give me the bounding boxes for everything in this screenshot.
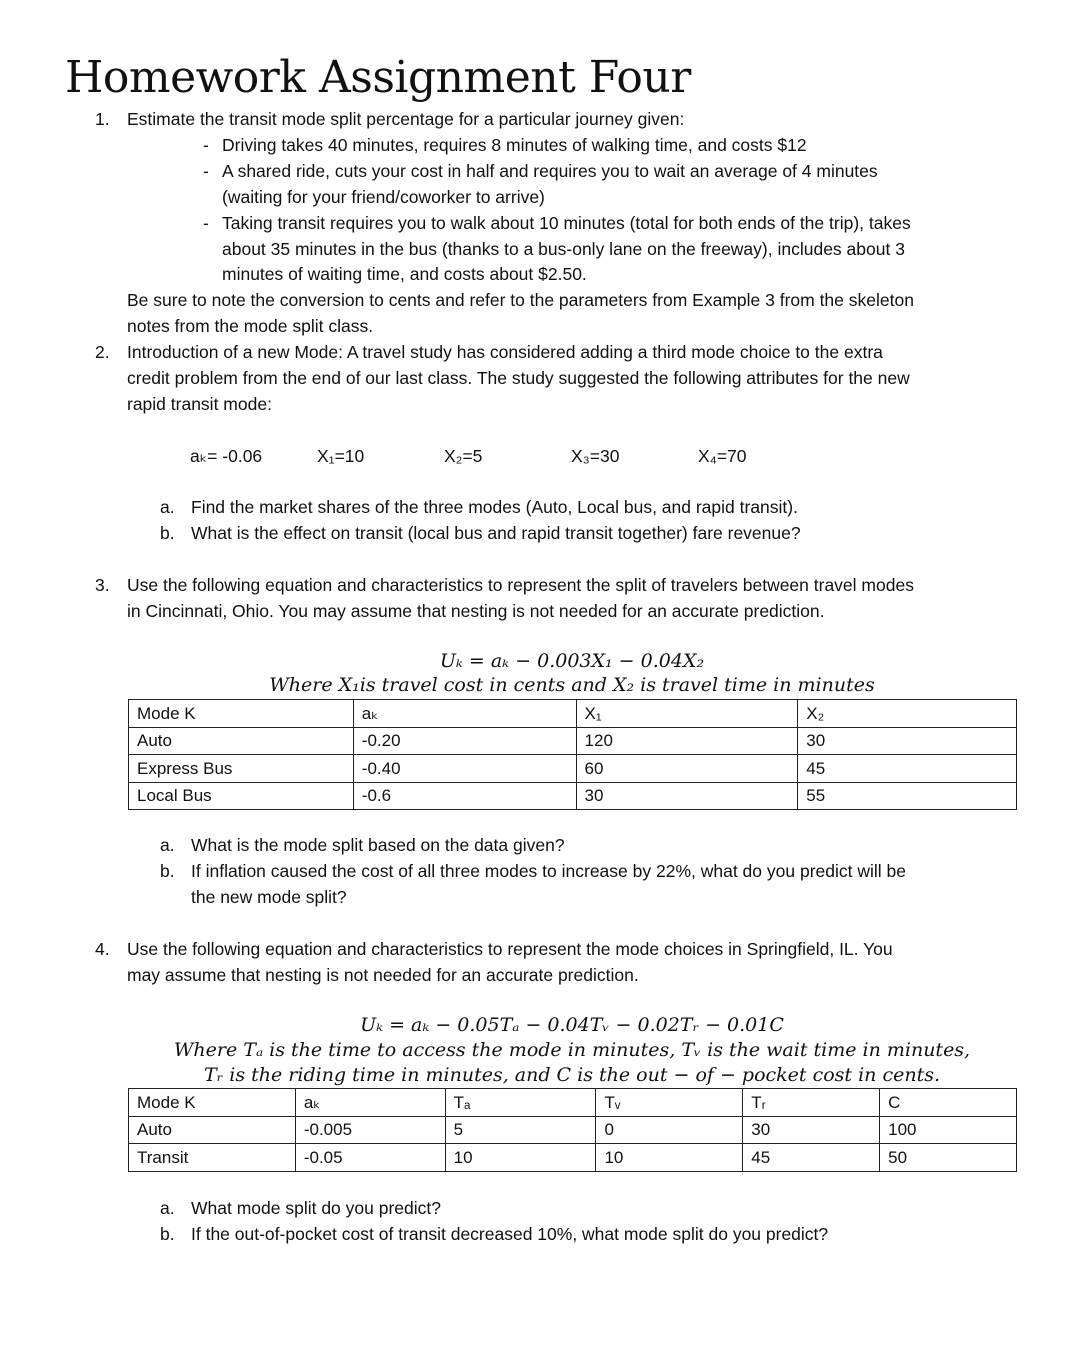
bullet-text: Driving takes 40 minutes, requires 8 minutes of walking time, and costs $12: [222, 135, 807, 155]
question-text: credit problem from the end of our last class. The study suggested the following attributes for the new: [127, 368, 910, 388]
bullet-text: minutes of waiting time, and costs about $2.50.: [222, 264, 587, 284]
bullet-text: (waiting for your friend/coworker to arrive): [222, 187, 545, 207]
table-cell: 30: [576, 782, 798, 810]
question-text: may assume that nesting is not needed for an accurate prediction.: [127, 965, 639, 985]
equation-definition: Where Tₐ is the time to access the mode in minutes, Tᵥ is the wait time in minutes,: [173, 1039, 971, 1061]
table-cell: Local Bus: [129, 782, 354, 810]
table-cell: -0.20: [353, 727, 576, 755]
table-cell: -0.6: [353, 782, 576, 810]
table-cell: 120: [576, 727, 798, 755]
bullet-dash: -: [203, 135, 209, 155]
table-row: [129, 782, 1017, 810]
table-cell: 10: [445, 1144, 596, 1172]
utility-equation: Uₖ = aₖ − 0.003X₁ − 0.04X₂: [439, 650, 705, 672]
table-cell: 30: [743, 1116, 880, 1144]
table-row: [129, 1116, 1017, 1144]
mode-table: [128, 1088, 1017, 1172]
table-cell: Transit: [129, 1144, 296, 1172]
question-text: Introduction of a new Mode: A travel study has considered adding a third mode choice to the extra: [127, 342, 883, 362]
sub-question-label: b.: [160, 1224, 175, 1244]
page-title: Homework Assignment Four: [65, 52, 691, 103]
param-x4: X₄=70: [698, 446, 747, 466]
sub-question-text: the new mode split?: [191, 887, 347, 907]
table-header: aₖ: [295, 1089, 445, 1117]
sub-question-label: b.: [160, 861, 175, 881]
sub-question-label: b.: [160, 523, 175, 543]
table-row: [129, 727, 1017, 755]
equation-definition: Tᵣ is the riding time in minutes, and C is the out − of − pocket cost in cents.: [203, 1064, 941, 1086]
table-header: X₂: [798, 700, 1017, 728]
table-cell: 55: [798, 782, 1017, 810]
sub-question-label: a.: [160, 497, 175, 517]
bullet-text: A shared ride, cuts your cost in half and requires you to wait an average of 4 minutes: [222, 161, 878, 181]
table-header: Tₐ: [445, 1089, 596, 1117]
table-cell: 5: [445, 1116, 596, 1144]
table-cell: -0.05: [295, 1144, 445, 1172]
table-cell: 60: [576, 755, 798, 783]
utility-equation: Uₖ = aₖ − 0.05Tₐ − 0.04Tᵥ − 0.02Tᵣ − 0.01C: [360, 1014, 784, 1036]
equation-definition: Where X₁is travel cost in cents and X₂ is travel time in minutes: [269, 674, 875, 696]
sub-question-text: If inflation caused the cost of all three modes to increase by 22%, what do you predict will be: [191, 861, 906, 881]
bullet-text: about 35 minutes in the bus (thanks to a bus-only lane on the freeway), includes about 3: [222, 239, 905, 259]
table-cell: Auto: [129, 727, 354, 755]
sub-question-text: What is the mode split based on the data given?: [191, 835, 565, 855]
bullet-dash: -: [203, 213, 209, 233]
table-cell: 100: [880, 1116, 1017, 1144]
table-header-row: [129, 700, 1017, 728]
question-text: Estimate the transit mode split percentage for a particular journey given:: [127, 109, 685, 129]
table-row: [129, 1144, 1017, 1172]
sub-question-label: a.: [160, 1198, 175, 1218]
table-cell: Express Bus: [129, 755, 354, 783]
question-note: Be sure to note the conversion to cents and refer to the parameters from Example 3 from the skeleton: [127, 290, 914, 310]
question-text: rapid transit mode:: [127, 394, 272, 414]
sub-question-text: What is the effect on transit (local bus and rapid transit together) fare revenue?: [191, 523, 801, 543]
table-cell: 45: [798, 755, 1017, 783]
table-header: Tᵣ: [743, 1089, 880, 1117]
sub-question-text: Find the market shares of the three modes (Auto, Local bus, and rapid transit).: [191, 497, 798, 517]
table-header: aₖ: [353, 700, 576, 728]
sub-question-label: a.: [160, 835, 175, 855]
sub-question-text: What mode split do you predict?: [191, 1198, 441, 1218]
table-cell: -0.40: [353, 755, 576, 783]
question-number: 3.: [95, 575, 110, 595]
param-x1: X₁=10: [317, 446, 365, 466]
table-header: Tᵥ: [596, 1089, 743, 1117]
table-cell: 10: [596, 1144, 743, 1172]
table-header: C: [880, 1089, 1017, 1117]
bullet-text: Taking transit requires you to walk about 10 minutes (total for both ends of the trip), takes: [222, 213, 911, 233]
table-cell: Auto: [129, 1116, 296, 1144]
question-number: 1.: [95, 109, 110, 129]
param-ak: aₖ= -0.06: [190, 446, 263, 466]
table-cell: 45: [743, 1144, 880, 1172]
table-header: X₁: [576, 700, 798, 728]
table-cell: 50: [880, 1144, 1017, 1172]
table-cell: 30: [798, 727, 1017, 755]
sub-question-text: If the out-of-pocket cost of transit decreased 10%, what mode split do you predict?: [191, 1224, 829, 1244]
bullet-dash: -: [203, 161, 209, 181]
table-header: Mode K: [129, 700, 354, 728]
param-x3: X₃=30: [571, 446, 620, 466]
table-row: [129, 755, 1017, 783]
mode-table: [128, 699, 1017, 810]
table-header-row: [129, 1089, 1017, 1117]
table-cell: -0.005: [295, 1116, 445, 1144]
question-number: 2.: [95, 342, 110, 362]
question-text: in Cincinnati, Ohio. You may assume that nesting is not needed for an accurate prediction.: [127, 601, 825, 621]
table-header: Mode K: [129, 1089, 296, 1117]
table-cell: 0: [596, 1116, 743, 1144]
question-text: Use the following equation and characteristics to represent the split of travelers between travel modes: [127, 575, 914, 595]
question-number: 4.: [95, 939, 110, 959]
param-x2: X₂=5: [444, 446, 483, 466]
question-note: notes from the mode split class.: [127, 316, 374, 336]
question-text: Use the following equation and characteristics to represent the mode choices in Springfield, IL. You: [127, 939, 893, 959]
